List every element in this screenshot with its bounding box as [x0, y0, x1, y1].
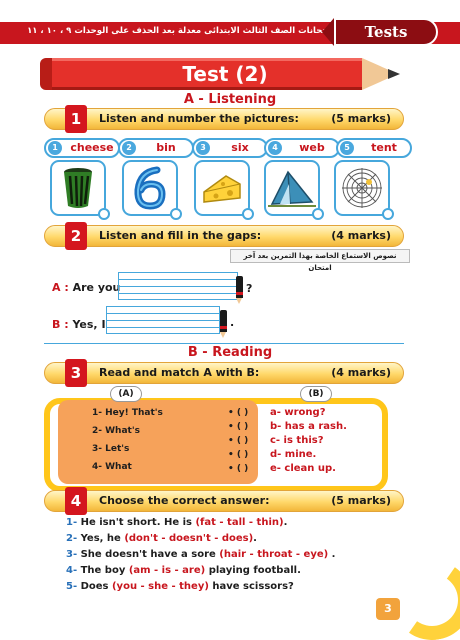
match-answer-blank[interactable]: • ( ): [228, 436, 249, 446]
section-b-heading: B - Reading: [187, 345, 273, 360]
item-text: have scissors?: [208, 581, 294, 592]
speaker-label: B :: [52, 318, 69, 331]
item-number: 4-: [66, 565, 78, 576]
picture-card-bin: [50, 160, 106, 216]
item-text: .: [328, 549, 336, 560]
pencil-icon: [220, 310, 227, 332]
item-text: He isn't short. He is: [80, 517, 196, 528]
question-4-bar: [44, 490, 404, 512]
answer-circle[interactable]: [98, 208, 110, 220]
six-icon: [124, 162, 176, 214]
answer-circle[interactable]: [382, 208, 394, 220]
match-answer-blank[interactable]: • ( ): [228, 450, 249, 460]
item-options[interactable]: (am - is - are): [128, 565, 206, 576]
question-text: Listen and fill in the gaps:: [99, 229, 262, 242]
paren-text: ( ): [236, 408, 249, 418]
item-options[interactable]: (hair - throat - eye): [219, 549, 329, 560]
match-b-item: d- mine.: [270, 449, 317, 460]
question-number: 4: [65, 487, 87, 515]
picture-card-web: [334, 160, 390, 216]
dialog-text: Are you: [72, 281, 121, 294]
item-text: Does: [80, 581, 112, 592]
picture-card-six: [122, 160, 178, 216]
answer-circle[interactable]: [170, 208, 182, 220]
choice-item: [66, 581, 294, 592]
item-number: 5-: [66, 581, 78, 592]
word-pill: [44, 138, 120, 158]
answer-circle[interactable]: [312, 208, 324, 220]
picture-card-tent: [264, 160, 320, 216]
dialog-end-mark: .: [230, 316, 235, 329]
question-3-bar: [44, 362, 404, 384]
item-text: She doesn't have a sore: [80, 549, 220, 560]
answer-lines-box[interactable]: [118, 272, 238, 300]
column-b-label: (B): [300, 386, 332, 402]
question-number: 2: [65, 222, 87, 250]
word-pill: [118, 138, 194, 158]
match-a-item: 3- Let's: [92, 444, 130, 454]
section-divider: [44, 343, 404, 344]
word-label: six: [231, 141, 249, 154]
paren-text: ( ): [236, 436, 249, 446]
match-b-item: a- wrong?: [270, 407, 326, 418]
match-a-item: 1- Hey! That's: [92, 408, 163, 418]
cheese-icon: [196, 162, 248, 214]
word-label: web: [299, 141, 325, 154]
item-number: 3-: [66, 549, 78, 560]
header-arabic-title: امتحانات الصف الثالث الابتدائى معدلة بعد الحذف على الوحدات ٩ ، ١٠ ، ١١: [27, 26, 334, 36]
paren-text: ( ): [236, 464, 249, 474]
dialog-line-a: [52, 281, 120, 294]
match-b-item: c- is this?: [270, 435, 324, 446]
word-label: tent: [371, 141, 397, 154]
dialog-line-b: [52, 318, 106, 331]
word-label: cheese: [70, 141, 114, 154]
question-text: Listen and number the pictures:: [99, 112, 299, 125]
question-text: Choose the correct answer:: [99, 494, 270, 507]
bin-icon: [52, 162, 104, 214]
tent-icon: [266, 162, 318, 214]
match-a-item: 2- What's: [92, 426, 140, 436]
paren-text: ( ): [236, 422, 249, 432]
choice-item: [66, 565, 301, 576]
answer-circle[interactable]: [242, 208, 254, 220]
page-number: 3: [376, 598, 400, 620]
item-options[interactable]: (fat - tall - thin): [195, 517, 284, 528]
paren-text: ( ): [236, 450, 249, 460]
web-icon: [336, 162, 388, 214]
speaker-label: A :: [52, 281, 69, 294]
choice-item: [66, 549, 335, 560]
match-b-item: b- has a rash.: [270, 421, 347, 432]
question-text: Read and match A with B:: [99, 366, 260, 379]
section-a-heading: A - Listening: [183, 92, 277, 107]
dialog-end-mark: ?: [246, 282, 253, 295]
item-number: 2-: [66, 533, 78, 544]
question-number: 3: [65, 359, 87, 387]
item-text: Yes, he: [80, 533, 125, 544]
item-number: 1-: [66, 517, 78, 528]
word-number: 1: [48, 141, 62, 155]
item-text: The boy: [80, 565, 129, 576]
word-label: bin: [156, 141, 176, 154]
listening-note: نصوص الاستماع الخاصة بهذا التمرين بعد آخر امتحان: [230, 249, 410, 263]
item-text: .: [283, 517, 288, 528]
word-pill: [336, 138, 412, 158]
match-answer-blank[interactable]: • ( ): [228, 422, 249, 432]
choice-item: [66, 517, 287, 528]
question-number: 1: [65, 105, 87, 133]
test-title: Test (2): [182, 62, 268, 86]
question-marks: (5 marks): [331, 112, 391, 125]
corner-decoration: [386, 554, 460, 640]
word-pill: [264, 138, 340, 158]
item-options[interactable]: (you - she - they): [111, 581, 209, 592]
choice-item: [66, 533, 257, 544]
picture-card-cheese: [194, 160, 250, 216]
question-2-bar: [44, 225, 404, 247]
match-b-item: e- clean up.: [270, 463, 336, 474]
question-marks: (4 marks): [331, 229, 391, 242]
answer-lines-box[interactable]: [106, 306, 220, 334]
pencil-title-banner: [40, 58, 402, 90]
word-number: 5: [340, 141, 354, 155]
match-answer-blank[interactable]: • ( ): [228, 464, 249, 474]
word-number: 3: [196, 141, 210, 155]
pencil-lead: [388, 69, 400, 79]
question-1-bar: [44, 108, 404, 130]
item-options[interactable]: (don't - doesn't - does): [124, 533, 254, 544]
question-marks: (4 marks): [331, 366, 391, 379]
item-text: .: [253, 533, 257, 544]
word-number: 2: [122, 141, 136, 155]
word-pill: [192, 138, 268, 158]
pencil-eraser: [40, 58, 52, 90]
dialog-text: Yes, I: [72, 318, 106, 331]
question-marks: (5 marks): [331, 494, 391, 507]
column-a-label: (A): [110, 386, 142, 402]
item-text: playing football.: [205, 565, 301, 576]
match-a-item: 4- What: [92, 462, 132, 472]
match-answer-blank[interactable]: • ( ): [228, 408, 249, 418]
pencil-icon: [236, 276, 243, 298]
tests-tab: Tests: [334, 18, 438, 46]
word-number: 4: [268, 141, 282, 155]
